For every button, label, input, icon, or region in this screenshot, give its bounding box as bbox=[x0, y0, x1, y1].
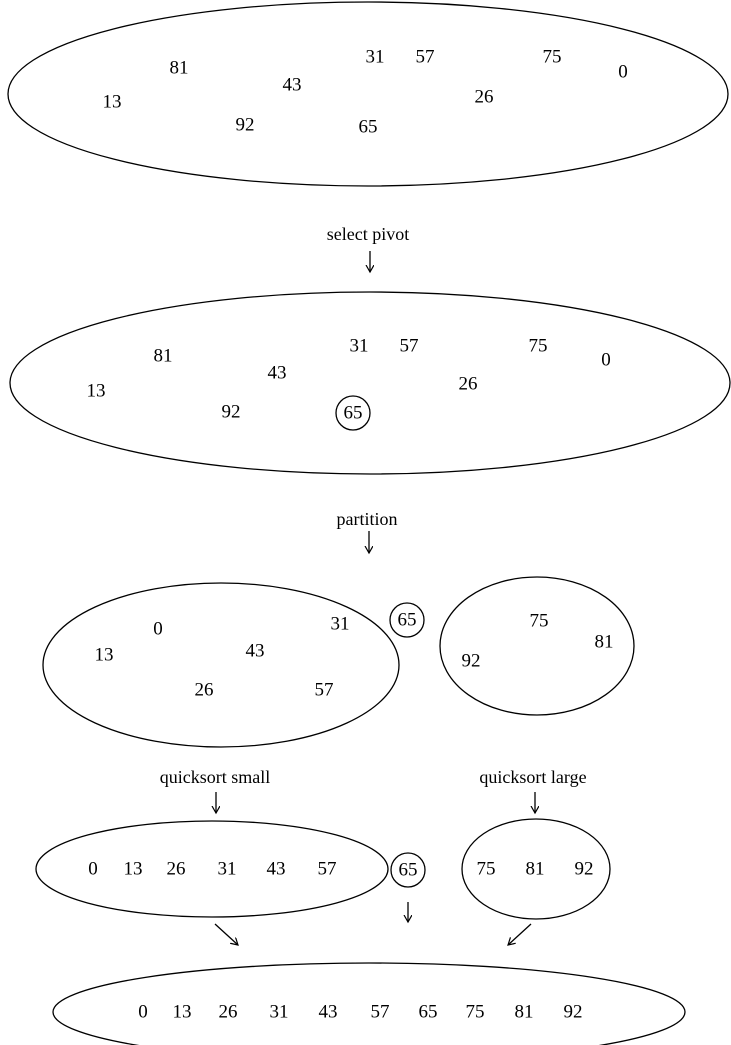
number: 13 bbox=[123, 858, 143, 880]
number: 92 bbox=[563, 1001, 583, 1023]
number: 26 bbox=[194, 679, 214, 701]
number: 57 bbox=[370, 1001, 390, 1023]
partition-label: partition bbox=[336, 509, 398, 530]
number: 13 bbox=[86, 380, 106, 402]
number: 31 bbox=[365, 46, 385, 68]
merge-arrow-right bbox=[508, 924, 531, 945]
quicksort-small-label: quicksort small bbox=[159, 767, 271, 788]
number: 92 bbox=[574, 858, 594, 880]
pivot-value: 65 bbox=[398, 859, 418, 881]
number: 75 bbox=[528, 335, 548, 357]
number: 92 bbox=[461, 650, 481, 672]
number: 26 bbox=[166, 858, 186, 880]
number: 43 bbox=[245, 640, 265, 662]
number: 43 bbox=[282, 74, 302, 96]
step3-pivot bbox=[390, 603, 424, 637]
quicksort-large-label: quicksort large bbox=[479, 767, 587, 788]
number: 13 bbox=[102, 91, 122, 113]
number: 0 bbox=[88, 858, 98, 880]
number: 43 bbox=[266, 858, 286, 880]
number: 31 bbox=[217, 858, 237, 880]
result-ellipse bbox=[53, 963, 685, 1045]
number: 81 bbox=[594, 631, 614, 653]
small-partition-numbers bbox=[95, 613, 350, 700]
number: 75 bbox=[465, 1001, 485, 1023]
number: 13 bbox=[172, 1001, 192, 1023]
number: 43 bbox=[267, 362, 287, 384]
number: 0 bbox=[153, 618, 163, 640]
number: 65 bbox=[358, 116, 378, 138]
number: 26 bbox=[474, 86, 494, 108]
select-pivot-label: select pivot bbox=[326, 224, 410, 245]
number: 65 bbox=[418, 1001, 438, 1023]
merge-arrow-left bbox=[215, 924, 238, 945]
pivot-value: 65 bbox=[343, 402, 363, 424]
number: 81 bbox=[153, 345, 173, 367]
sorted-large-numbers bbox=[477, 858, 594, 879]
result-numbers bbox=[138, 1001, 582, 1022]
number: 92 bbox=[235, 114, 255, 136]
sorted-small-numbers bbox=[88, 858, 336, 879]
number: 92 bbox=[221, 401, 241, 423]
number: 26 bbox=[218, 1001, 238, 1023]
number: 0 bbox=[618, 61, 628, 83]
step2-set-ellipse bbox=[10, 292, 730, 474]
number: 57 bbox=[317, 858, 337, 880]
number: 57 bbox=[415, 46, 435, 68]
number: 81 bbox=[514, 1001, 534, 1023]
number: 81 bbox=[525, 858, 545, 880]
number: 57 bbox=[399, 335, 419, 357]
pivot-value: 65 bbox=[397, 609, 417, 631]
number: 75 bbox=[542, 46, 562, 68]
number: 75 bbox=[476, 858, 496, 880]
step4-pivot bbox=[391, 853, 425, 887]
number: 0 bbox=[138, 1001, 148, 1023]
number: 13 bbox=[94, 644, 114, 666]
number: 26 bbox=[458, 373, 478, 395]
number: 31 bbox=[349, 335, 369, 357]
number: 81 bbox=[169, 57, 189, 79]
number: 31 bbox=[269, 1001, 289, 1023]
step1-numbers bbox=[103, 46, 628, 137]
number: 43 bbox=[318, 1001, 338, 1023]
number: 0 bbox=[601, 349, 611, 371]
large-partition-numbers bbox=[462, 610, 614, 671]
number: 31 bbox=[330, 613, 350, 635]
number: 57 bbox=[314, 679, 334, 701]
number: 75 bbox=[529, 610, 549, 632]
step2-pivot bbox=[336, 396, 370, 430]
